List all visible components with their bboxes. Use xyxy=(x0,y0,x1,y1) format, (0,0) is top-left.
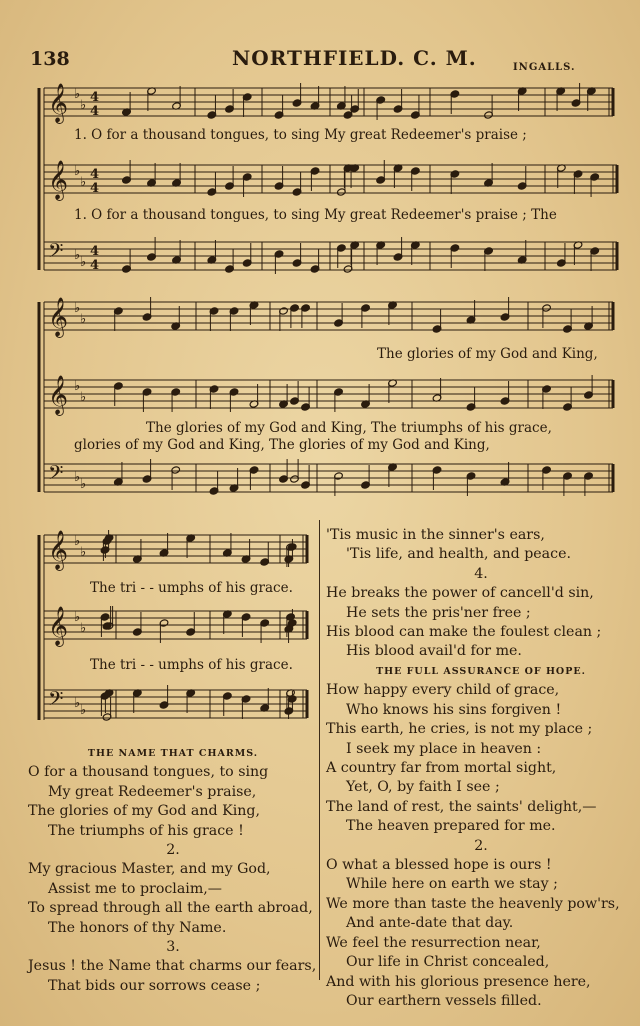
key-signature-flat: ♭ xyxy=(74,610,81,625)
verse-line: We feel the resurrection near, xyxy=(326,934,541,951)
lyric-line-s1-top: 1. O for a thousand tongues, to sing My great Redeemer's praise ; xyxy=(74,127,527,143)
hymn-text-full-assurance xyxy=(326,662,636,1011)
key-signature-flat: ♭ xyxy=(74,164,81,179)
page-number: 138 xyxy=(30,48,70,70)
key-signature-flat: ♭ xyxy=(74,379,81,394)
verse-number: 2. xyxy=(166,842,180,859)
verse-line: O what a blessed hope is ours ! xyxy=(326,857,552,874)
verse-line: Jesus ! the Name that charms our fears, xyxy=(28,958,317,975)
hymn-heading: THE FULL ASSURANCE OF HOPE. xyxy=(376,666,586,677)
treble-clef: 𝄞 xyxy=(48,530,69,570)
verse-line: How happy every child of grace, xyxy=(326,682,560,699)
bass-clef: 𝄢 xyxy=(48,239,64,267)
lyric-line-s2-mid1: The glories of my God and King, The triumphs of his grace, xyxy=(146,420,552,436)
verse-line: Our earthern vessels filled. xyxy=(346,992,542,1009)
verse-line: 'Tis life, and health, and peace. xyxy=(346,546,571,563)
treble-clef: 𝄞 xyxy=(48,606,69,646)
verse-line: My great Redeemer's praise, xyxy=(48,783,257,800)
key-signature-flat: ♭ xyxy=(80,312,87,327)
key-signature-flat: ♭ xyxy=(80,255,87,270)
verse-line: The land of rest, the saints' delight,— xyxy=(326,798,597,815)
lyric-line-s2-mid2: glories of my God and King, The glories of my God and King, xyxy=(74,437,490,453)
key-signature-flat: ♭ xyxy=(74,696,81,711)
lyric-line-s3-mid: The tri - - umphs of his grace. xyxy=(90,657,293,673)
key-signature-flat: ♭ xyxy=(74,87,81,102)
verse-line: This earth, he cries, is not my place ; xyxy=(326,721,593,738)
key-signature-flat: ♭ xyxy=(74,248,81,263)
verse-line: His blood can make the foulest clean ; xyxy=(326,624,602,641)
hymn-text-name-that-charms xyxy=(28,744,318,996)
key-signature-flat: ♭ xyxy=(80,545,87,560)
verse-line: While here on earth we stay ; xyxy=(346,876,558,893)
time-signature: 4 xyxy=(90,244,100,259)
verse-line: My gracious Master, and my God, xyxy=(28,861,271,878)
verse-number: 2. xyxy=(474,837,488,854)
verse-number: 4. xyxy=(474,565,488,582)
verse-line: And ante-date that day. xyxy=(346,915,514,932)
verse-line: The honors of thy Name. xyxy=(48,919,227,936)
verse-line: Yet, O, by faith I see ; xyxy=(346,779,500,796)
lyric-line-s2-top: The glories of my God and King, xyxy=(377,346,598,362)
lyric-line-s1-mid: 1. O for a thousand tongues, to sing My great Redeemer's praise ; The xyxy=(74,207,557,223)
hymn-text-continued xyxy=(326,526,636,662)
verse-line: Who knows his sins forgiven ! xyxy=(346,701,562,718)
key-signature-flat: ♭ xyxy=(80,175,87,190)
key-signature-flat: ♭ xyxy=(74,470,81,485)
verse-line: I seek my place in heaven : xyxy=(346,740,542,757)
verse-line: 'Tis music in the sinner's ears, xyxy=(326,527,545,543)
treble-clef: 𝄞 xyxy=(48,375,69,415)
composer-name: INGALLS. xyxy=(513,62,576,73)
treble-clef: 𝄞 xyxy=(48,160,69,200)
verse-line: Assist me to proclaim,— xyxy=(48,880,222,897)
verse-line: We more than taste the heavenly pow'rs, xyxy=(326,895,620,912)
column-divider xyxy=(319,520,320,980)
key-signature-flat: ♭ xyxy=(74,534,81,549)
treble-clef: 𝄞 xyxy=(48,297,69,337)
verse-line: The triumphs of his grace ! xyxy=(48,822,244,839)
key-signature-flat: ♭ xyxy=(80,703,87,718)
verse-line: He breaks the power of cancell'd sin, xyxy=(326,585,594,602)
verse-line: And with his glorious presence here, xyxy=(326,973,591,990)
time-signature: 4 xyxy=(90,258,100,273)
hymn-heading: THE NAME THAT CHARMS. xyxy=(87,748,259,759)
verse-line: His blood avail'd for me. xyxy=(346,643,522,660)
key-signature-flat: ♭ xyxy=(80,98,87,113)
verse-line: The heaven prepared for me. xyxy=(346,818,556,835)
verse-number: 3. xyxy=(166,939,180,956)
time-signature: 4 xyxy=(90,167,100,182)
hymn-tune-title: NORTHFIELD. C. M. xyxy=(232,46,477,70)
verse-line: O for a thousand tongues, to sing xyxy=(28,764,269,781)
lyric-line-s3-top: The tri - - umphs of his grace. xyxy=(90,580,293,596)
key-signature-flat: ♭ xyxy=(80,621,87,636)
verse-line: A country far from mortal sight, xyxy=(326,760,557,777)
bass-clef: 𝄢 xyxy=(48,461,64,489)
time-signature: 4 xyxy=(90,181,100,196)
bass-clef: 𝄢 xyxy=(48,687,64,715)
verse-line: He sets the pris'ner free ; xyxy=(346,604,531,621)
treble-clef: 𝄞 xyxy=(48,83,69,123)
verse-line: To spread through all the earth abroad, xyxy=(28,900,313,917)
time-signature: 4 xyxy=(90,104,100,119)
key-signature-flat: ♭ xyxy=(80,477,87,492)
key-signature-flat: ♭ xyxy=(80,390,87,405)
verse-line: Our life in Christ concealed, xyxy=(346,954,550,971)
verse-line: The glories of my God and King, xyxy=(28,803,260,820)
key-signature-flat: ♭ xyxy=(74,301,81,316)
verse-line: That bids our sorrows cease ; xyxy=(48,977,261,994)
time-signature: 4 xyxy=(90,90,100,105)
